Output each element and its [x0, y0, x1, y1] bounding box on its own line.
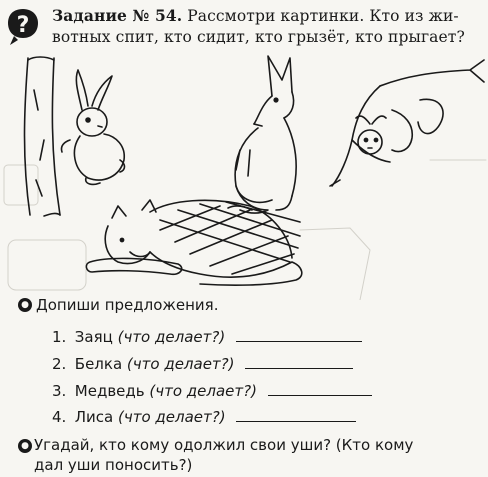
squirrel-illustration: [330, 60, 484, 186]
bear-illustration: [86, 200, 301, 285]
item-number: 2.: [52, 355, 67, 373]
item-subject: Белка: [74, 355, 123, 373]
answer-line[interactable]: [236, 329, 362, 342]
riddle-line2: дал уши поносить?): [34, 456, 193, 474]
item-number: 1.: [52, 328, 67, 346]
item-subject: Медведь: [74, 382, 145, 400]
exercise-item-4: [52, 408, 356, 426]
item-subject: Лиса: [74, 408, 114, 426]
black-circle-bullet-icon: ●: [18, 439, 32, 453]
item-number: 3.: [52, 382, 67, 400]
item-hint: (что делает?): [126, 355, 235, 373]
item-hint: (что делает?): [118, 408, 226, 426]
item-hint: (что делает?): [149, 382, 257, 400]
svg-text:?: ?: [16, 13, 30, 38]
task-number: Задание № 54.: [52, 6, 183, 25]
black-circle-bullet-icon: ●: [18, 298, 32, 312]
item-subject: Заяц: [74, 328, 113, 346]
item-number: 4.: [52, 408, 67, 426]
riddle-line1: Угадай, кто кому одолжил свои уши? (Кто кому: [34, 436, 414, 454]
hare-illustration: [25, 57, 125, 216]
exercise-title: Допиши предложения.: [36, 296, 219, 314]
exercise-item-1: [52, 328, 362, 346]
item-hint: (что делает?): [117, 328, 226, 346]
exercise-item-3: [52, 382, 372, 400]
task-prompt-line1: Рассмотри картинки. Кто из жи-: [187, 7, 459, 25]
exercise-item-2: [52, 355, 353, 373]
answer-line[interactable]: [245, 356, 353, 369]
answer-line[interactable]: [268, 383, 372, 396]
fox-illustration: [228, 56, 296, 213]
task-prompt-line2: вотных спит, кто сидит, кто грызёт, кто прыгает?: [52, 28, 465, 46]
answer-line[interactable]: [236, 409, 356, 422]
